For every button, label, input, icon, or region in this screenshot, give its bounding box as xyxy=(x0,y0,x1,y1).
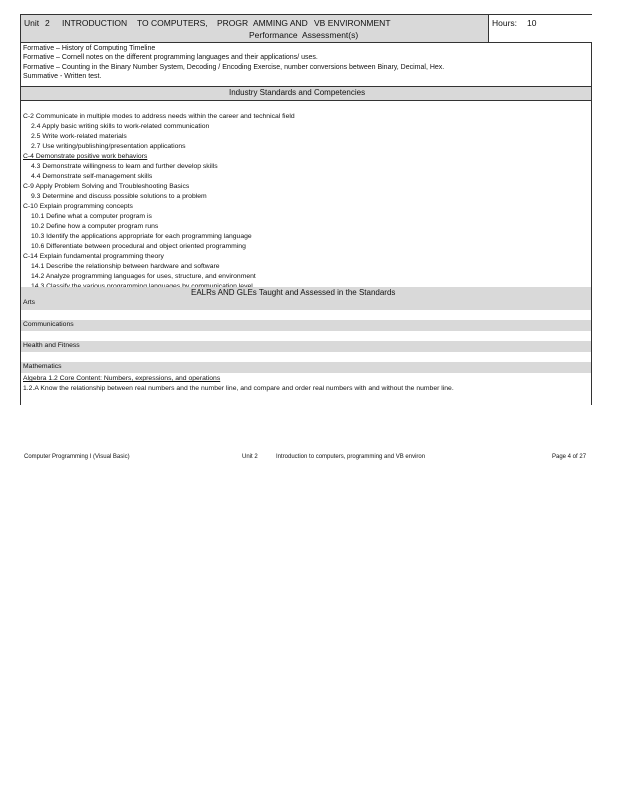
math-gle: 1.2.A Know the relationship between real numbers and the number line, and compare and order real numbers with and without the number line. xyxy=(23,385,454,392)
industry-standards-list xyxy=(23,112,295,302)
competency-subitem: 4.4 Demonstrate self-management skills xyxy=(31,173,153,180)
hours-value: 10 xyxy=(527,18,537,28)
competency-subitem: 4.3 Demonstrate willingness to learn and further develop skills xyxy=(31,163,218,170)
competency-subitem: 9.3 Determine and discuss possible solutions to a problem xyxy=(31,193,207,200)
competency-subitem: 10.1 Define what a computer program is xyxy=(31,213,152,220)
unit-title-part: PROGR xyxy=(217,18,249,28)
ealr-title: EALRs AND GLEs Taught and Assessed in the Standards xyxy=(191,288,396,297)
unit-title-part: INTRODUCTION xyxy=(62,18,128,28)
competency-subitem: 10.2 Define how a computer program runs xyxy=(31,223,159,230)
footer-course: Computer Programming I (Visual Basic) xyxy=(24,454,130,460)
competency-item: C-4 Demonstrate positive work behaviors xyxy=(23,153,148,160)
competency-item: C-9 Apply Problem Solving and Troubleshooting Basics xyxy=(23,183,190,190)
unit-table xyxy=(20,14,592,405)
competency-subitem: 10.3 Identify the applications appropriate for each programming language xyxy=(31,233,252,240)
unit-title-part: TO COMPUTERS, xyxy=(137,18,208,28)
competency-subitem: 10.6 Differentiate between procedural and object oriented programming xyxy=(31,243,246,250)
unit-label: Unit xyxy=(24,18,40,28)
industry-standards-title: Industry Standards and Competencies xyxy=(229,88,366,97)
mathematics-label: Mathematics xyxy=(23,363,62,370)
hours-cell xyxy=(488,15,592,42)
unit-title-part: AMMING AND xyxy=(253,18,308,28)
assessment-item: Formative – Counting in the Binary Number System, Decoding / Encoding Exercise, number conversions between Binary, Decimal, Hex. xyxy=(23,63,445,71)
footer-unit: Unit 2 xyxy=(242,454,258,460)
arts-label: Arts xyxy=(23,299,36,306)
math-core-content: Algebra 1.2 Core Content: Numbers, expressions, and operations xyxy=(23,375,221,382)
assessment-list xyxy=(23,44,444,81)
competency-subitem: 14.2 Analyze programming languages for uses, structure, and environment xyxy=(31,273,256,280)
competency-subitem: 14.1 Describe the relationship between hardware and software xyxy=(31,263,220,270)
competency-subitem: 2.5 Write work-related materials xyxy=(31,133,127,140)
industry-standards-header xyxy=(21,86,591,101)
unit-header-row xyxy=(21,15,591,43)
health-fitness-label: Health and Fitness xyxy=(23,342,80,349)
unit-number: 2 xyxy=(45,18,50,28)
assessment-item: Summative - Written test. xyxy=(23,72,102,80)
communications-section xyxy=(21,320,591,331)
competency-item: C-10 Explain programming concepts xyxy=(23,203,133,210)
mathematics-list xyxy=(23,374,454,394)
assessment-item: Formative – History of Computing Timeline xyxy=(23,45,156,52)
mathematics-section xyxy=(21,362,591,373)
unit-title-part: VB ENVIRONMENT xyxy=(314,18,391,28)
competency-subitem: 2.7 Use writing/publishing/presentation applications xyxy=(31,143,186,150)
footer-unit-title: Introduction to computers, programming and VB environ xyxy=(276,454,426,460)
competency-subitem: 2.4 Apply basic writing skills to work-related communication xyxy=(31,123,210,130)
competency-item: C-14 Explain fundamental programming theory xyxy=(23,253,164,260)
assessments-label: Assessment(s) xyxy=(302,30,359,40)
health-fitness-section xyxy=(21,341,591,352)
footer-page-number: Page 4 of 27 xyxy=(552,454,587,460)
competency-item: C-2 Communicate in multiple modes to address needs within the career and technical field xyxy=(23,113,295,120)
ealr-header xyxy=(21,287,591,310)
performance-label: Performance xyxy=(249,30,298,40)
hours-label: Hours: xyxy=(492,18,518,28)
communications-label: Communications xyxy=(23,321,74,328)
assessment-item: Formative – Cornell notes on the different programming languages and their applications/ uses. xyxy=(23,54,318,62)
